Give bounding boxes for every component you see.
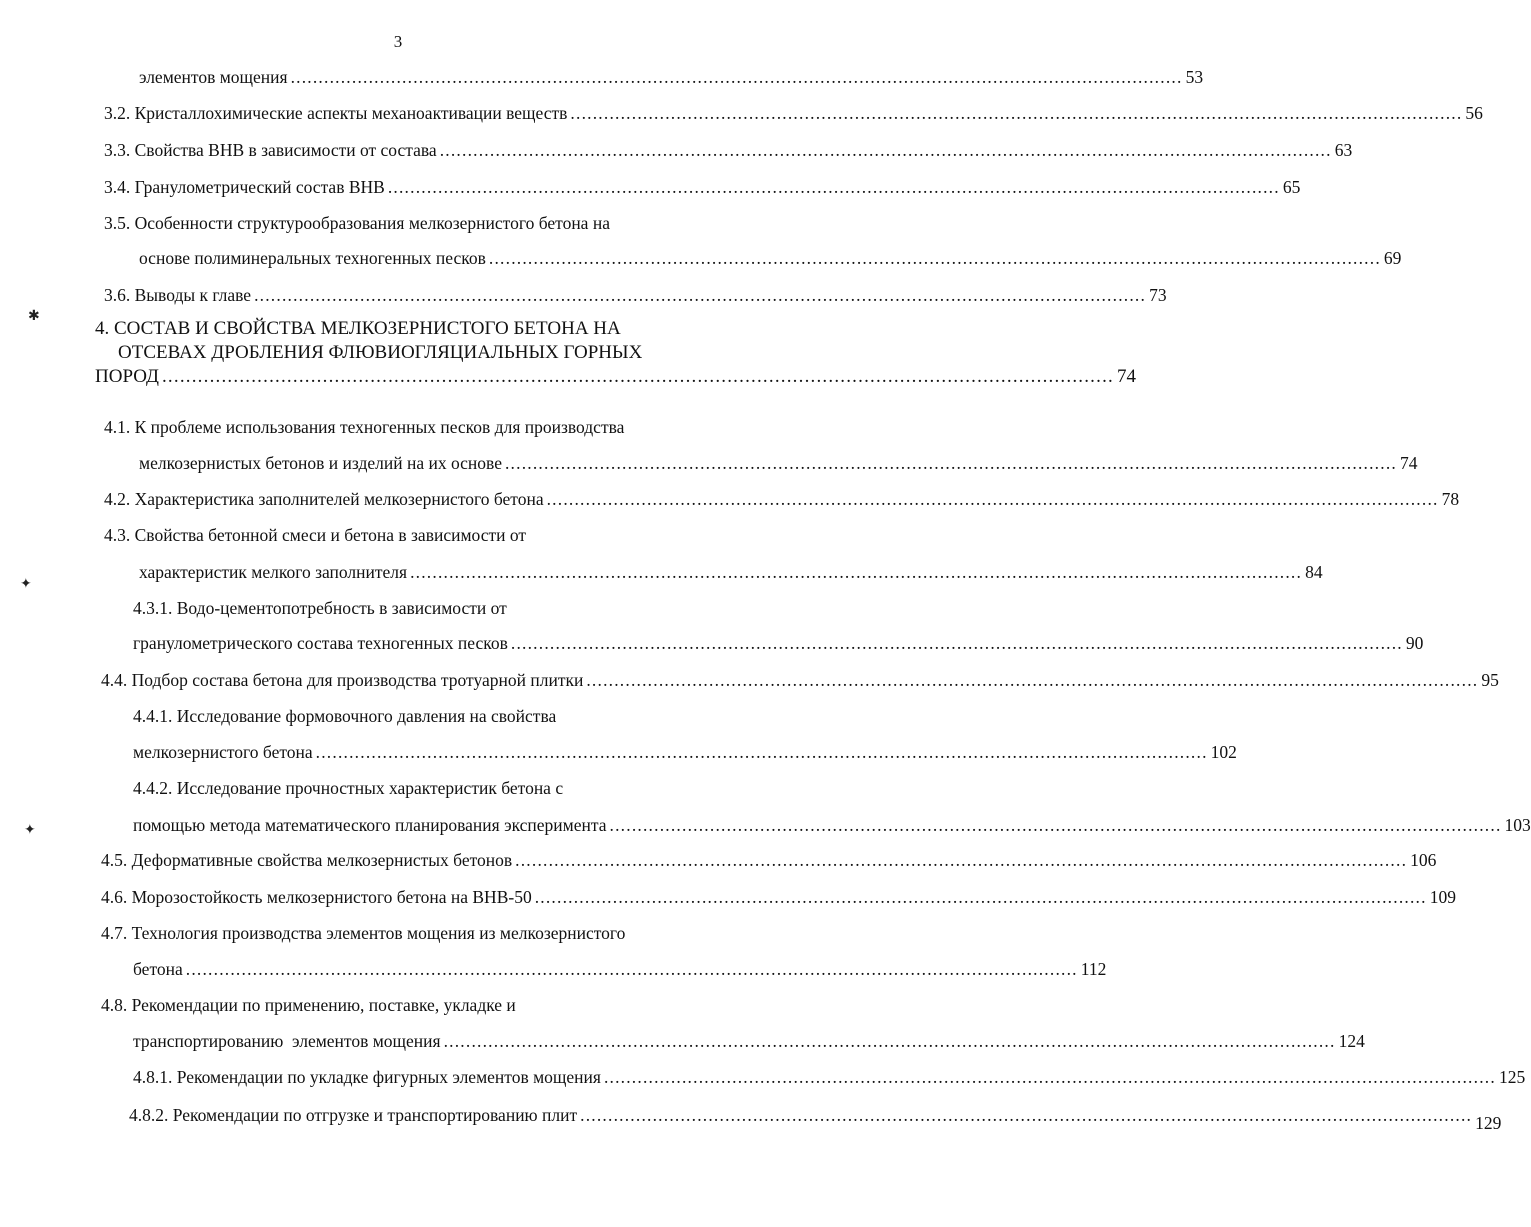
- toc-entry-title: элементов мощения: [139, 67, 288, 87]
- toc-entry-page: 74: [1399, 453, 1418, 473]
- toc-entry: [101, 886, 1456, 908]
- toc-leader: ................................................................................................................................................................: [410, 562, 1303, 582]
- chapter-heading-line: 4. СОСТАВ И СВОЙСТВА МЕЛКОЗЕРНИСТОГО БЕТОНА НА: [95, 318, 621, 339]
- toc-leader: ................................................................................................................................................................: [387, 177, 1280, 197]
- toc-entry-title: 4.4.2. Исследование прочностных характеристик бетона с: [133, 778, 564, 798]
- toc-entry-title: 4.8.2. Рекомендации по отгрузке и транспортированию плит: [129, 1105, 578, 1125]
- toc-leader: ................................................................................................................................................................: [290, 67, 1183, 87]
- toc-entry-title: транспортированию элементов мощения: [133, 1031, 441, 1051]
- toc-entry-page: 109: [1429, 887, 1456, 907]
- toc-entry-title: 4.3.1. Водо-цементопотребность в зависимости от: [133, 598, 507, 618]
- toc-entry: [133, 814, 1531, 836]
- toc-leader: ................................................................................................................................................................: [161, 366, 1114, 387]
- toc-entry: [133, 1030, 1365, 1052]
- toc-entry-title: 4.8. Рекомендации по применению, поставке, укладке и: [101, 995, 516, 1015]
- toc-entry-page: 125: [1498, 1067, 1526, 1087]
- toc-leader: ................................................................................................................................................................: [570, 103, 1463, 123]
- toc-entry-page: 90: [1405, 633, 1424, 653]
- toc-entry-title: мелкозернистого бетона: [133, 742, 313, 762]
- toc-entry-page: 56: [1465, 103, 1483, 123]
- toc-entry: [101, 669, 1499, 691]
- toc-entry: [139, 561, 1323, 583]
- toc-entry: [104, 488, 1460, 510]
- toc-entry: [104, 102, 1483, 124]
- toc-entry-page: 129: [1475, 1113, 1502, 1133]
- toc-entry-title: характеристик мелкого заполнителя: [139, 562, 408, 582]
- toc-entry-title: основе полиминеральных техногенных песков: [139, 248, 486, 268]
- toc-entry-page: 63: [1334, 140, 1353, 160]
- chapter-heading-line: ОТСЕВАХ ДРОБЛЕНИЯ ФЛЮВИОГЛЯЦИАЛЬНЫХ ГОРНЫХ: [118, 342, 643, 363]
- toc-entry: [133, 1066, 1526, 1088]
- toc-entry-title: бетона: [133, 959, 183, 979]
- toc-entry-title: 4.4. Подбор состава бетона для производства тротуарной плитки: [101, 670, 584, 690]
- toc-leader: ................................................................................................................................................................: [488, 248, 1381, 268]
- toc-entry-title: 4.5. Деформативные свойства мелкозернистых бетонов: [101, 850, 513, 870]
- toc-leader: ................................................................................................................................................................: [586, 670, 1479, 690]
- toc-entry-title: мелкозернистых бетонов и изделий на их основе: [139, 453, 502, 473]
- toc-leader: ................................................................................................................................................................: [534, 887, 1427, 907]
- toc-entry: [133, 632, 1424, 654]
- toc-entry: [133, 958, 1107, 980]
- scan-mark: ✦: [24, 822, 36, 838]
- toc-leader: ................................................................................................................................................................: [609, 815, 1502, 835]
- toc-entry: [139, 66, 1204, 88]
- toc-leader: ................................................................................................................................................................: [546, 489, 1439, 509]
- toc-entry-title: 4.1. К проблеме использования техногенных песков для производства: [104, 417, 625, 437]
- toc-entry: [139, 452, 1418, 474]
- scan-mark: ✱: [28, 308, 40, 324]
- toc-entry-page: 95: [1481, 670, 1499, 690]
- toc-entry: [129, 1104, 1502, 1133]
- toc-entry-title: 4.3. Свойства бетонной смеси и бетона в зависимости от: [104, 525, 527, 545]
- toc-entry-title: гранулометрического состава техногенных песков: [133, 633, 508, 653]
- toc-entry-page: 74: [1116, 366, 1136, 387]
- toc-leader: ................................................................................................................................................................: [504, 453, 1397, 473]
- toc-entry-title: ПОРОД: [95, 366, 159, 387]
- toc-leader: ................................................................................................................................................................: [315, 742, 1208, 762]
- toc-leader: ................................................................................................................................................................: [439, 140, 1332, 160]
- toc-entry-page: 112: [1080, 959, 1107, 979]
- toc-leader: ................................................................................................................................................................: [443, 1031, 1336, 1051]
- toc-entry-page: 69: [1383, 248, 1402, 268]
- toc-entry-page: 78: [1441, 489, 1460, 509]
- toc-entry-title: 3.3. Свойства ВНВ в зависимости от состава: [104, 140, 437, 160]
- toc-entry-title: 3.6. Выводы к главе: [104, 285, 252, 305]
- toc-entry: [133, 741, 1237, 763]
- toc-leader: ................................................................................................................................................................: [254, 285, 1147, 305]
- toc-entry: [95, 366, 1136, 388]
- toc-entry-title: 3.4. Гранулометрический состав ВНВ: [104, 177, 385, 197]
- toc-entry-page: 65: [1282, 177, 1301, 197]
- toc-leader: ................................................................................................................................................................: [515, 850, 1408, 870]
- toc-entry: [139, 247, 1402, 269]
- toc-leader: ................................................................................................................................................................: [580, 1105, 1473, 1125]
- toc-entry-page: 106: [1410, 850, 1437, 870]
- scan-mark: ✦: [20, 576, 32, 592]
- toc-leader: ................................................................................................................................................................: [510, 633, 1403, 653]
- toc-entry: [104, 284, 1167, 306]
- toc-entry-title: 4.2. Характеристика заполнителей мелкозернистого бетона: [104, 489, 544, 509]
- toc-entry-page: 102: [1210, 742, 1237, 762]
- toc-entry-page: 103: [1504, 815, 1531, 835]
- toc-leader: ................................................................................................................................................................: [185, 959, 1078, 979]
- toc-entry-title: 4.7. Технология производства элементов мощения из мелкозернистого: [101, 923, 626, 943]
- toc-entry-title: 3.2. Кристаллохимические аспекты механоактивации веществ: [104, 103, 568, 123]
- toc-entry-page: 84: [1305, 562, 1323, 582]
- toc-entry-title: 3.5. Особенности структурообразования мелкозернистого бетона на: [104, 213, 610, 233]
- toc-entry: [104, 176, 1301, 198]
- toc-entry: [104, 139, 1353, 161]
- toc-leader: ................................................................................................................................................................: [603, 1067, 1496, 1087]
- toc-entry: [101, 849, 1437, 871]
- toc-entry-page: 53: [1185, 67, 1204, 87]
- toc-entry-title: 4.4.1. Исследование формовочного давления на свойства: [133, 706, 557, 726]
- toc-entry-title: 4.6. Морозостойкость мелкозернистого бетона на ВНВ-50: [101, 887, 532, 907]
- toc-entry-page: 73: [1149, 285, 1167, 305]
- toc-entry-page: 124: [1338, 1031, 1365, 1051]
- toc-entry-title: 4.8.1. Рекомендации по укладке фигурных элементов мощения: [133, 1067, 601, 1087]
- toc-entry-title: помощью метода математического планирования эксперимента: [133, 815, 607, 835]
- page-number: 3: [393, 32, 403, 51]
